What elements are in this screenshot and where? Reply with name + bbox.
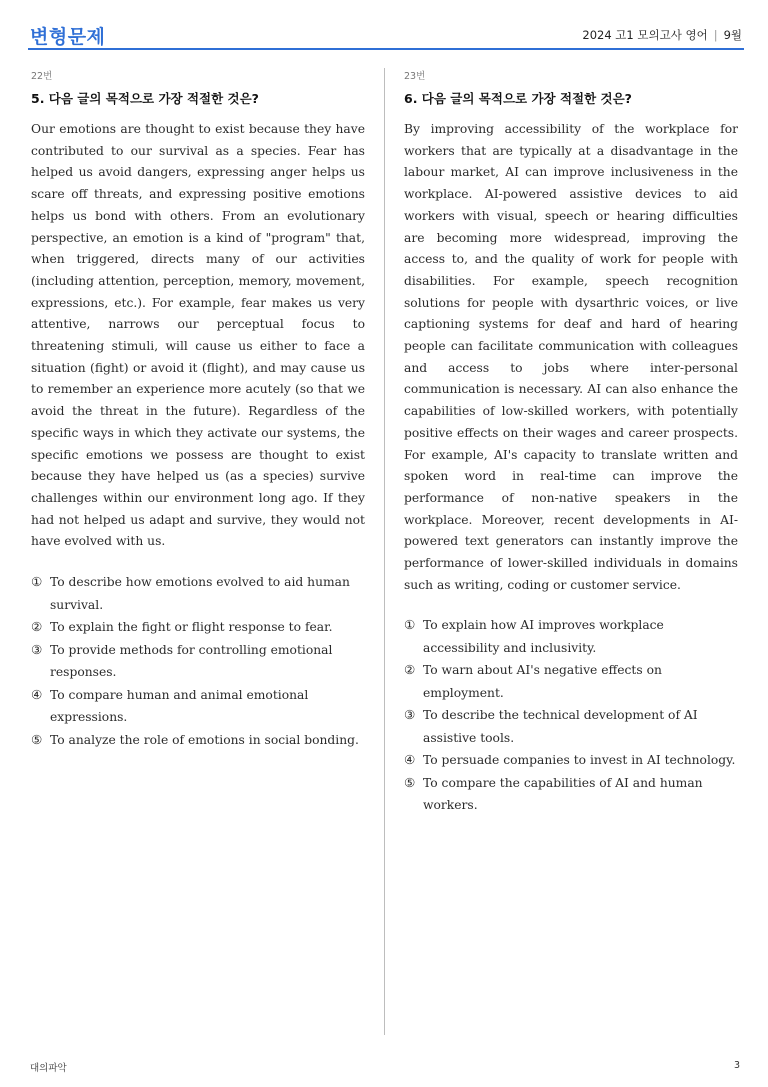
option-marker: ⑤ <box>31 731 43 747</box>
question-column-left <box>31 68 365 751</box>
brand-title: 변형문제 <box>30 26 106 48</box>
answer-option[interactable] <box>404 749 738 772</box>
page-header <box>28 18 744 50</box>
option-text: To compare the capabilities of AI and human workers. <box>423 775 703 813</box>
question-number: 22번 <box>31 71 53 82</box>
option-marker: ③ <box>404 707 416 723</box>
answer-option[interactable] <box>404 659 738 704</box>
option-marker: ② <box>31 619 43 635</box>
answer-option[interactable] <box>404 704 738 749</box>
answer-options <box>31 571 365 751</box>
exam-name: 2024 고1 모의고사 영어 <box>582 28 708 42</box>
answer-option[interactable] <box>404 772 738 817</box>
option-marker: ③ <box>31 641 43 657</box>
option-marker: ① <box>31 574 43 590</box>
option-text: To persuade companies to invest in AI technology. <box>423 753 736 768</box>
header-separator: | <box>713 28 718 42</box>
option-text: To analyze the role of emotions in social bonding. <box>50 732 359 747</box>
answer-options <box>404 614 738 817</box>
page-number: 3 <box>733 1060 740 1071</box>
option-text: To provide methods for controlling emotional responses. <box>50 642 333 680</box>
option-marker: ② <box>404 662 416 678</box>
answer-option[interactable] <box>404 614 738 659</box>
question-number: 23번 <box>404 71 426 82</box>
exam-month: 9월 <box>723 28 742 42</box>
answer-option[interactable] <box>31 684 365 729</box>
footer-section-label: 대의파악 <box>30 1063 67 1074</box>
option-marker: ⑤ <box>404 774 416 790</box>
option-text: To describe the technical development of AI assistive tools. <box>423 708 698 745</box>
option-marker: ④ <box>404 752 416 768</box>
option-marker: ④ <box>31 686 43 702</box>
option-text: To compare human and animal emotional expressions. <box>50 687 309 725</box>
option-text: To warn about AI's negative effects on employment. <box>423 663 662 700</box>
answer-option[interactable] <box>31 616 365 639</box>
question-title: 6. 다음 글의 목적으로 가장 적절한 것은? <box>404 91 632 106</box>
option-text: To explain how AI improves workplace accessibility and inclusivity. <box>423 618 664 655</box>
column-divider <box>384 68 385 1035</box>
answer-option[interactable] <box>31 571 365 616</box>
question-passage: Our emotions are thought to exist because they have contributed to our survival as a species. Fear has helped us avoid dangers, expressing anger helps us scare off threats, and expressing positive emotions helps us bond with others. From an evolutionary perspective, an emotion is a kind of "program" that, when triggered, directs many of our activities (including attention, perception, memory, movement, expressions, etc.). For example, fear makes us very attentive, narrows our perceptual focus to threatening stimuli, will cause us either to face a situation (fight) or avoid it (flight), and may cause us to remember an experience more acutely (so that we avoid the threat in the future). Regardless of the specific ways in which they activate our systems, the specific emotions we possess are thought to exist because they have helped us (as a species) survive challenges within our environment long ago. If they had not helped us adapt and survive, they would not have evolved with us. <box>31 122 365 549</box>
answer-option[interactable] <box>31 729 365 752</box>
question-passage: By improving accessibility of the workplace for workers that are typically at a disadvantage in the labour market, AI can improve inclusiveness in the workplace. AI-powered assistive devices to aid workers with visual, speech or hearing difficulties are becoming more widespread, improving the access to, and the quality of work for people with disabilities. For example, speech recognition solutions for people with dysarthric voices, or live captioning systems for deaf and hard of hearing people can facilitate communication with colleagues and access to jobs where inter-personal communication is necessary. AI can also enhance the capabilities of low-skilled workers, with potentially positive effects on their wages and career prospects. For example, AI's capacity to translate written and spoken word in real-time can improve the performance of non-native speakers in the workplace. Moreover, recent developments in AI-powered text generators can instantly improve the performance of lower-skilled individuals in domains such as writing, coding or customer service. <box>404 122 738 592</box>
answer-option[interactable] <box>31 639 365 684</box>
option-marker: ① <box>404 617 416 633</box>
exam-info <box>582 27 742 43</box>
question-title: 5. 다음 글의 목적으로 가장 적절한 것은? <box>31 91 259 106</box>
question-column-right <box>404 68 738 817</box>
option-text: To describe how emotions evolved to aid human survival. <box>50 575 350 612</box>
option-text: To explain the fight or flight response to fear. <box>50 620 333 635</box>
